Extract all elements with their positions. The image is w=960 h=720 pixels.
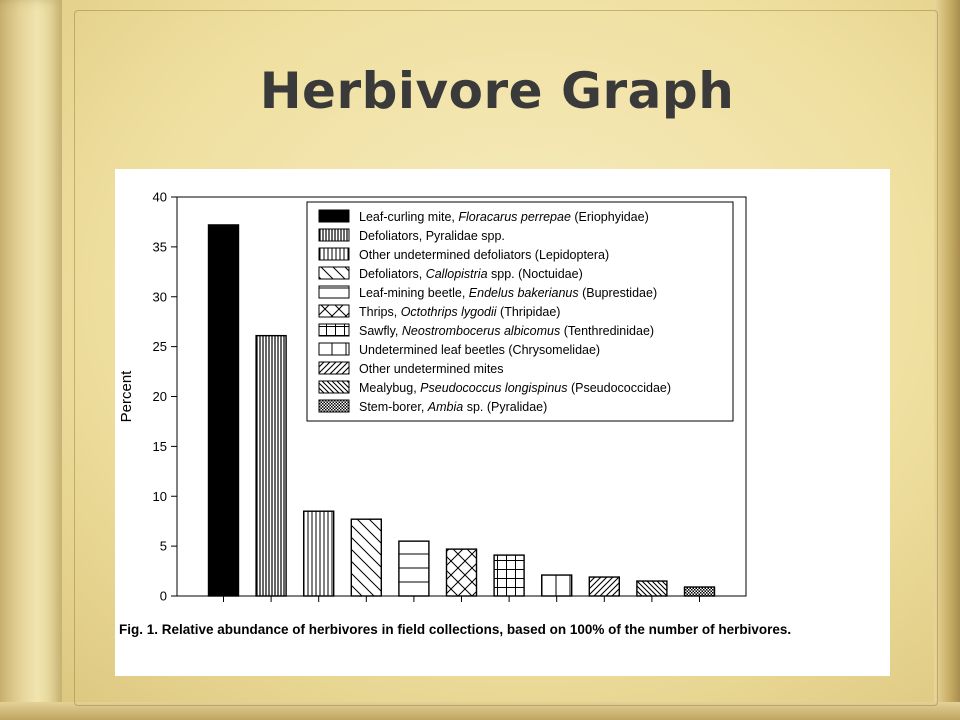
legend-swatch	[319, 229, 349, 241]
legend-label-species: Neostrombocerus albicomus	[401, 324, 561, 338]
legend-label-text: Mealybug,	[359, 381, 421, 395]
y-tick-label: 30	[152, 289, 167, 305]
bar	[399, 541, 429, 596]
legend-label-text: Stem-borer,	[359, 400, 428, 414]
bar	[494, 555, 524, 596]
bar	[256, 336, 286, 596]
y-tick-label: 40	[152, 189, 167, 205]
legend-label	[359, 305, 560, 319]
legend-label	[359, 362, 504, 376]
y-tick-label: 5	[159, 538, 167, 554]
legend-label-text: Thrips,	[359, 305, 401, 319]
legend-label-family: sp. (Pyralidae)	[463, 400, 548, 414]
legend-label	[359, 381, 671, 395]
legend-swatch	[319, 343, 349, 355]
bar	[685, 587, 715, 596]
legend-label-family: (Buprestidae)	[578, 286, 658, 300]
bar	[542, 575, 572, 596]
y-axis-label: Percent	[118, 370, 135, 423]
legend-label-species: Callopistria	[425, 267, 488, 281]
y-tick-label: 25	[152, 339, 167, 355]
legend-swatch	[319, 362, 349, 374]
legend-label-text: Defoliators,	[359, 267, 426, 281]
legend-label	[359, 210, 649, 224]
bar	[304, 511, 334, 596]
legend-label	[359, 229, 505, 243]
legend-label-species: Endelus bakerianus	[468, 286, 579, 300]
legend-label-family: (Thripidae)	[496, 305, 561, 319]
legend-label-text: Other undetermined defoliators (Lepidoptera)	[359, 248, 610, 262]
y-tick-label: 20	[152, 389, 167, 404]
legend-swatch	[319, 267, 349, 279]
figure-caption: Fig. 1. Relative abundance of herbivores in field collections, based on 100% of the number of herbivores.	[119, 622, 792, 637]
bar	[589, 577, 619, 596]
legend-label	[359, 343, 600, 357]
legend-label-text: Leaf-mining beetle,	[359, 286, 469, 300]
legend-label-species: Ambia	[427, 400, 464, 414]
legend-swatch	[319, 286, 349, 298]
legend-label-species: Pseudococcus longispinus	[420, 381, 568, 395]
legend-swatch	[319, 305, 349, 317]
y-tick-label: 10	[152, 488, 167, 504]
legend-label	[359, 400, 547, 414]
legend-label-species: Octothrips lygodii	[400, 305, 497, 319]
slide-title: Herbivore Graph	[259, 62, 735, 120]
legend-label	[359, 248, 609, 262]
notebook-binding	[0, 0, 62, 720]
legend-label-text: Undetermined leaf beetles (Chrysomelidae)	[359, 343, 601, 357]
legend-swatch	[319, 248, 349, 260]
legend-label	[359, 267, 583, 281]
legend-label-text: Other undetermined mites	[359, 362, 504, 376]
legend-label-species: Floracarus perrepae	[458, 210, 571, 224]
y-tick-label: 15	[152, 438, 167, 454]
legend-label	[359, 286, 657, 300]
legend-label-family: (Eriophyidae)	[570, 210, 649, 224]
legend-label-family: (Tenthredinidae)	[560, 324, 655, 338]
legend-swatch	[319, 381, 349, 393]
legend-label-text: Defoliators, Pyralidae spp.	[359, 229, 505, 243]
legend-label	[359, 324, 654, 338]
bar	[351, 519, 381, 596]
legend-label-family: (Pseudococcidae)	[567, 381, 672, 395]
legend-label-text: Leaf-curling mite,	[359, 210, 459, 224]
bar-chart	[115, 169, 890, 676]
y-tick-label: 35	[152, 239, 167, 255]
legend-swatch	[319, 400, 349, 412]
bar	[637, 581, 667, 596]
legend-swatch	[319, 210, 349, 222]
chart-figure	[115, 169, 890, 676]
legend-swatch	[319, 324, 349, 336]
bar	[447, 549, 477, 596]
legend-label-family: spp. (Noctuidae)	[487, 267, 583, 281]
bar	[209, 225, 239, 596]
legend-label-text: Sawfly,	[359, 324, 402, 338]
y-tick-label: 0	[159, 588, 167, 604]
